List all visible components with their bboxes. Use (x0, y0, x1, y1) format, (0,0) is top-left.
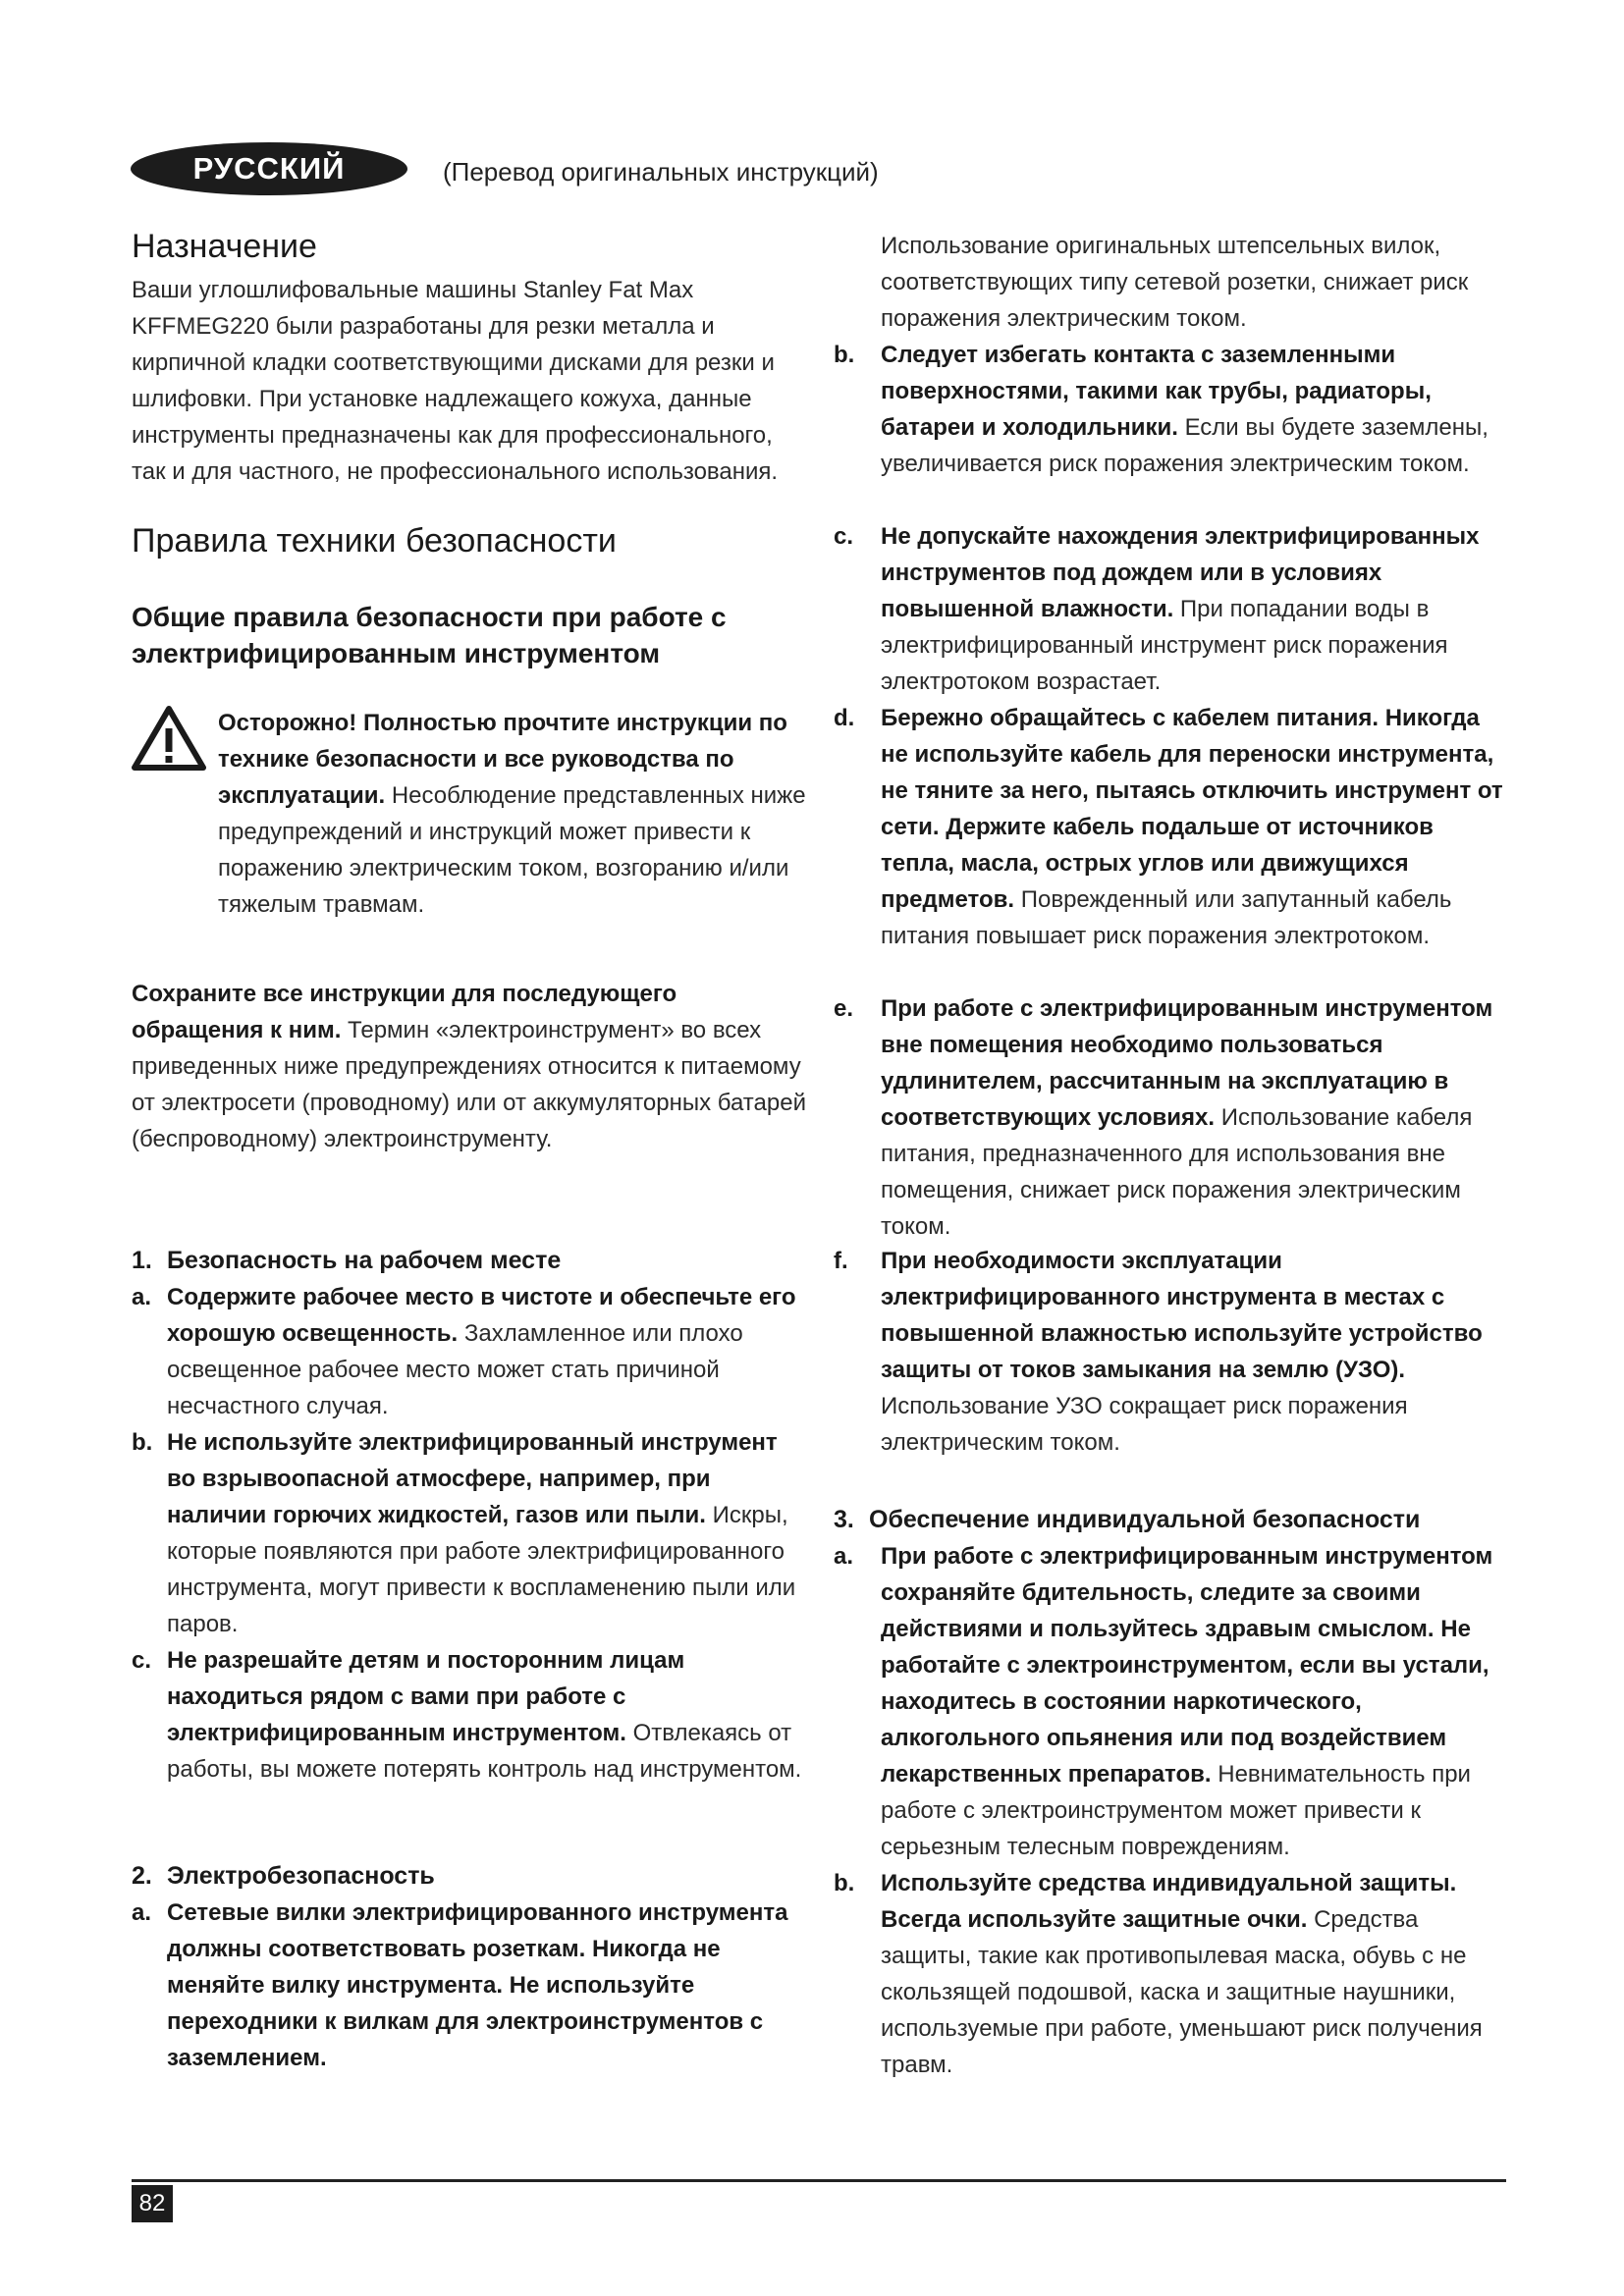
warning-triangle-icon (132, 705, 206, 772)
general-safety-title: Общие правила безопасности при работе с электрифицированным инструментом (132, 602, 727, 668)
page-number: 82 (132, 2185, 173, 2222)
section-2-title: 2. Электробезопасность (132, 1862, 435, 1890)
keep-instructions-text: Термин «электроинструмент» во всех приведенных ниже предупреждениях относится к питаемому от электросети (проводному) или от аккумуляторных батарей (беспроводному) электроинструменту. (132, 1017, 806, 1152)
purpose-title: Назначение (132, 228, 317, 265)
translation-note: (Перевод оригинальных инструкций) (443, 157, 879, 187)
warning-lead: Осторожно! Полностью прочтите инструкции по технике безопасности и все руководства по эксплуатации. (218, 710, 787, 809)
section-3-title: 3. Обеспечение индивидуальной безопасности (834, 1506, 1421, 1533)
language-badge: РУССКИЙ (131, 142, 407, 195)
manual-page: РУССКИЙ (Перевод оригинальных инструкций) Назначение Ваши углошлифовальные машины Stanley Fat Max KFFMEG220 были разработаны для резки металла и кирпичной кладки соответствующими дисками для резки и шлифовки. При установке надлежащего кожуха, данные инструменты предназначены как для профессионального, так и для частного, не профессионального использования. Правила техники безопасности Общие правила безопасности при работе с электрифицированным инструментом Осторожно! Полностью прочтите инструкции по технике безопасности и все руководства по эксплуатации. Несоблюдение представленных ниже предупреждений и инструкций может привести к поражению электрическим током, возгоранию и/или тяжелым травмам. Сохраните все инструкции для последующего обращения к ним. Термин «электроинструмент» во всех приведенных ниже предупреждениях относится к питаемому от электросети (проводному) или от аккумуляторных батарей (беспроводному) электроинструменту. 1. Безопасность на рабочем месте a. Содержите рабочее место в чистоте и обеспечьте его хорошую освещенность. Захламленное или плохо освещенное рабочее место может стать причиной несчастного случая. b. Не используйте электрифицированный инструмент во взрывоопасной атмосфере, например, при наличии горючих жидкостей, газов или пыли. Искры, которые появляются при работе электрифицированного инструмента, могут привести к воспламенению пыли или паров. c. Не разрешайте детям и посторонним лицам находиться рядом с вами при работе с электрифицированным инструментом. Отвлекаясь от работы, вы можете потерять контроль над инструментом. 2. Электробезопасность a. Сетевые вилки электрифицированного инструмента должны соответствовать розеткам. Никогда не меняйте вилку инструмента. Не используйте переходники к вилкам для электроинструментов с заземлением. Использование оригинальных штепсельных вилок, соответствующих типу сетевой розетки, снижает риск поражения электрическим током. b. Следует избегать контакта с заземленными поверхностями, такими как трубы, радиаторы, батареи и холодильники. Если вы будете заземлены, увеличивается риск поражения электрическим током. c. Не допускайте нахождения электрифицированных инструментов под дождем или в условиях повышенной влажности. При попадании воды в электрифицированный инструмент риск поражения электротоком возрастает. d. Бережно обращайтесь с кабелем питания. Никогда не используйте кабель для переноски инструмента, не тяните за него, пытаясь отключить инструмент от сети. Держите кабель подальше от источников тепла, масла, острых углов или движущихся предметов. Поврежденный или запутанный кабель питания повышает риск поражения электротоком. e. При работе с электрифицированным инструментом вне помещения необходимо пользоваться удлинителем, рассчитанным на эксплуатацию в соответствующих условиях. Использование кабеля питания, предназначенного для использования вне помещения, снижает риск поражения электрическим током. f. При необходимости эксплуатации электрифицированного инструмента в местах с повышенной влажностью используйте устройство защиты от токов замыкания на землю (УЗО). Использование УЗО сокращает риск поражения электрическим током. 3. Обеспечение индивидуальной безопасности a. При работе с электрифицированным инструментом сохраняйте бдительность, следите за своими действиями и пользуйтесь здравым смыслом. Не работайте с электроинструментом, если вы устали, находитесь в состоянии наркотического, алкогольного опьянения или под воздействием лекарственных препаратов. Невнимательность при работе с электроинструментом может привести к серьезным телесным повреждениям. b. Используйте средства индивидуальной защиты. Всегда используйте защитные очки. Средства защиты, такие как противопылевая маска, обувь с не скользящей подошвой, каска и защитные наушники, используемые при работе, уменьшают риск получения травм. 82 (0, 0, 1624, 2296)
section-1-title: 1. Безопасность на рабочем месте (132, 1247, 562, 1274)
keep-instructions-lead: Сохраните все инструкции для последующего обращения к ним. (132, 981, 677, 1043)
section-2-item-a-text: Использование оригинальных штепсельных вилок, соответствующих типу сетевой розетки, снижает риск поражения электрическим током. (881, 233, 1469, 332)
footer-rule (132, 2179, 1506, 2182)
purpose-text: Ваши углошлифовальные машины Stanley Fat Max KFFMEG220 были разработаны для резки металла и кирпичной кладки соответствующими дисками для резки и шлифовки. При установке надлежащего кожуха, данные инструменты предназначены как для профессионального, так и для частного, не профессионального использования. (132, 277, 779, 485)
warning-block (218, 705, 807, 923)
safety-title: Правила техники безопасности (132, 522, 617, 560)
warning-text: Несоблюдение представленных ниже предупреждений и инструкций может привести к поражению электрическим током, возгоранию и/или тяжелым травмам. (218, 782, 806, 918)
keep-instructions-paragraph (132, 976, 809, 1157)
